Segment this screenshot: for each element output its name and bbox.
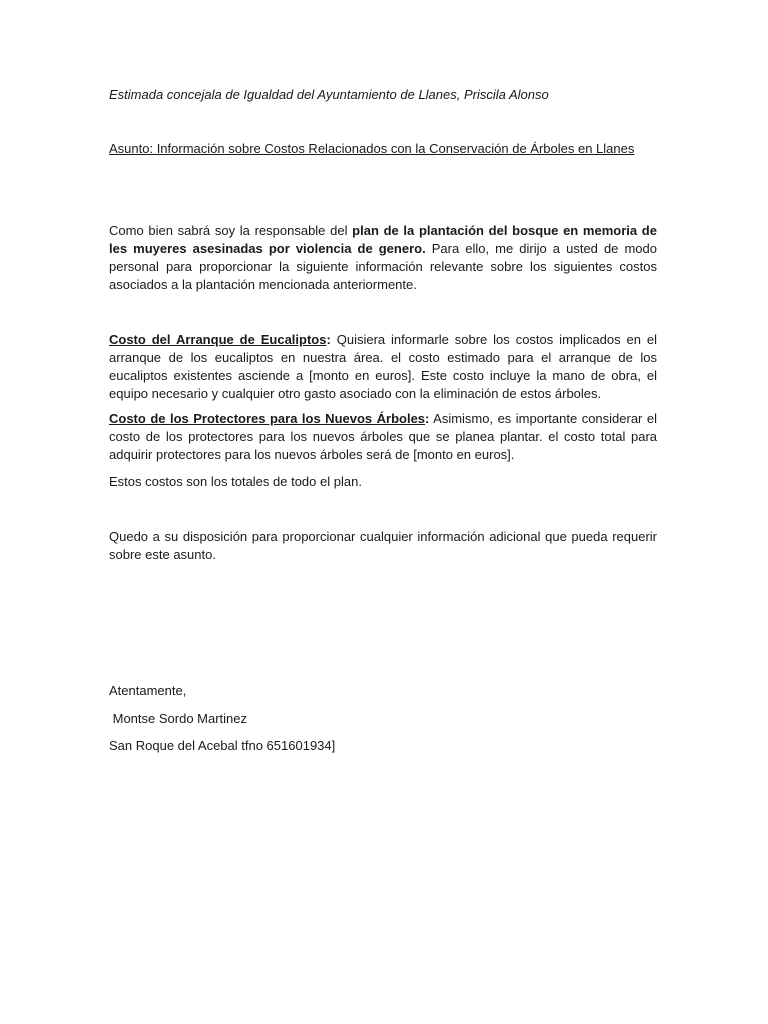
cost-eucalyptus-heading: Costo del Arranque de Eucaliptos xyxy=(109,332,327,347)
cost-protectors-heading: Costo de los Protectores para los Nuevos Árboles xyxy=(109,411,426,426)
cost-eucalyptus-paragraph xyxy=(109,331,657,403)
intro-text-before: Como bien sabrá soy la responsable del xyxy=(109,223,353,238)
letter-greeting: Estimada concejala de Igualdad del Ayuntamiento de Llanes, Priscila Alonso xyxy=(109,87,549,102)
cost-protectors-colon: : xyxy=(425,411,430,426)
intro-bold-plan: plan de la plantación del bosque en memoria de les muyeres asesinadas por violencia de genero. xyxy=(109,223,657,256)
intro-text-after: Para ello, me dirijo a usted de modo personal para proporcionar la siguiente información relevante sobre los siguientes costos asociados a la plantación mencionada anteriormente. xyxy=(109,241,657,292)
cost-protectors-text: Asimismo, es importante considerar el costo de los protectores para los nuevos árboles que se planea plantar. el costo total para adquirir protectores para los nuevos árboles será de [monto en euros]. xyxy=(109,411,657,462)
cost-eucalyptus-colon: : xyxy=(326,332,331,347)
intro-paragraph xyxy=(109,222,657,294)
signature-address: San Roque del Acebal tfno 651601934] xyxy=(109,738,336,753)
signature-name: Montse Sordo Martinez xyxy=(109,711,248,726)
closing-paragraph: Quedo a su disposición para proporcionar cualquier información adicional que pueda requerir sobre este asunto. xyxy=(109,529,657,562)
cost-eucalyptus-text: Quisiera informarle sobre los costos implicados en el arranque de los eucaliptos en nuestra área. el costo estimado para el arranque de los eucaliptos existentes asciende a [monto en euros]. Este costo incluye la mano de obra, el equipo necesario y cualquier otro gasto asociado con la eliminación de estos árboles. xyxy=(109,332,657,401)
sign-off: Atentamente, xyxy=(109,683,187,698)
letter-subject: Asunto: Información sobre Costos Relacionados con la Conservación de Árboles en Llanes xyxy=(109,141,635,156)
totals-paragraph: Estos costos son los totales de todo el plan. xyxy=(109,474,362,489)
cost-protectors-paragraph xyxy=(109,410,657,464)
